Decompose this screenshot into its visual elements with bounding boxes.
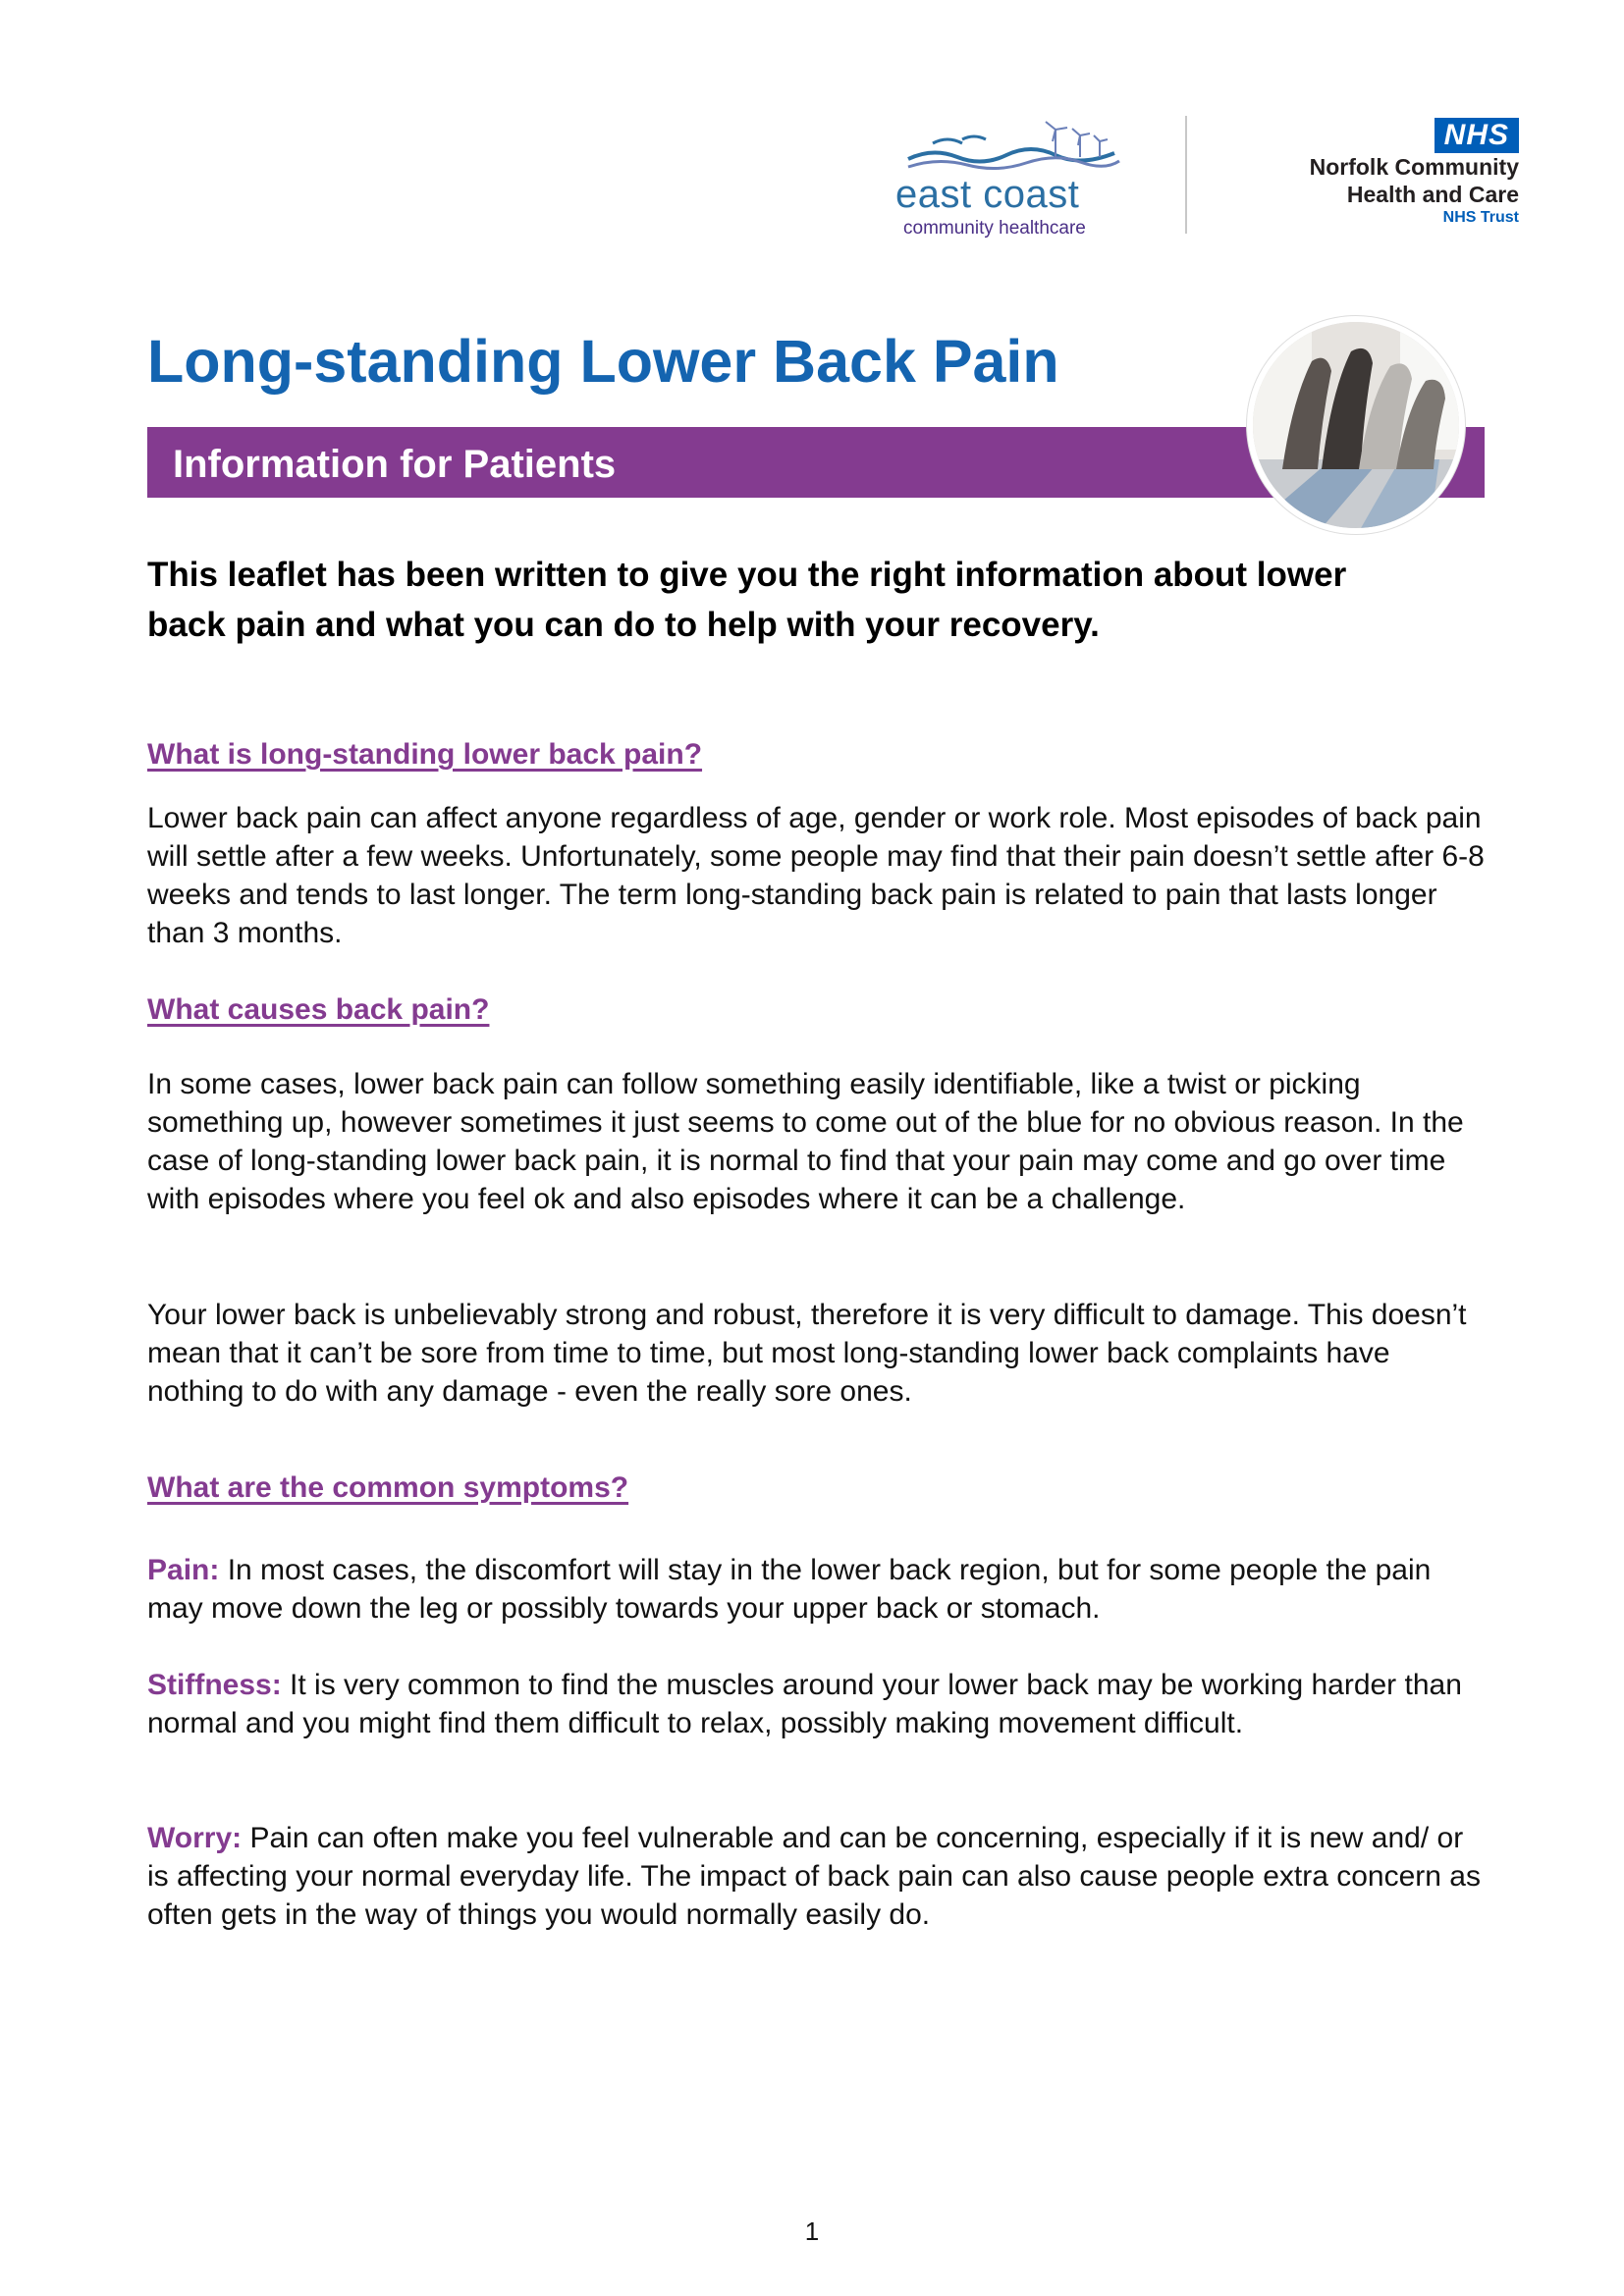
section-heading-what-is: What is long-standing lower back pain? bbox=[147, 738, 703, 771]
symptom-text: Pain can often make you feel vulnerable and can be concerning, especially if it is new and/ or is affecting your normal everyday life. The impact of back pain can also cause people extra concern as often gets in the way of things you would normally easily do. bbox=[147, 1822, 1481, 1931]
nhs-org-name-line1: Norfolk Community bbox=[1309, 154, 1519, 180]
wind-turbine-wave-icon bbox=[903, 118, 1124, 177]
symptom-term: Stiffness: bbox=[147, 1669, 282, 1701]
symptom-text: In most cases, the discomfort will stay in the lower back region, but for some people the pain may move down the leg or possibly towards your upper back or stomach. bbox=[147, 1554, 1432, 1625]
header-logos bbox=[895, 98, 1543, 255]
east-coast-logo bbox=[895, 98, 1121, 245]
symptom-text: It is very common to find the muscles around your lower back may be working harder than normal and you might find them difficult to relax, possibly making movement difficult. bbox=[147, 1669, 1462, 1739]
section-paragraph: Lower back pain can affect anyone regardless of age, gender or work role. Most episodes of back pain will settle after a few weeks. Unfortunately, some people may find that their pain doesn’t settle after 6-8 weeks and tends to last longer. The term long-standing back pain is related to pain that lasts longer than 3 months. bbox=[147, 802, 1485, 949]
nhs-trust-label: NHS Trust bbox=[1442, 209, 1519, 226]
intro-text: This leaflet has been written to give you the right information about lower back pain and what you can do to help with your recovery. bbox=[147, 556, 1347, 644]
section-paragraph: Your lower back is unbelievably strong and robust, therefore it is very difficult to damage. This doesn’t mean that it can’t be sore from time to time, but most long-standing lower back complaints have nothing to do with any damage - even the really sore ones. bbox=[147, 1299, 1467, 1408]
symptom-worry bbox=[147, 1819, 1492, 1934]
nhs-org-name-line2: Health and Care bbox=[1346, 182, 1519, 207]
symptom-stiffness bbox=[147, 1666, 1492, 1742]
symptom-term: Worry: bbox=[147, 1822, 243, 1854]
nhs-badge: NHS bbox=[1435, 118, 1519, 153]
logo-divider bbox=[1185, 116, 1187, 234]
east-coast-name: east coast bbox=[895, 173, 1080, 216]
subtitle-text: Information for Patients bbox=[173, 443, 617, 486]
symptom-pain bbox=[147, 1551, 1492, 1628]
section-heading-symptoms: What are the common symptoms? bbox=[147, 1471, 629, 1504]
east-coast-tagline: community healthcare bbox=[903, 218, 1086, 239]
section-paragraph: In some cases, lower back pain can follow something easily identifiable, like a twist or picking something up, however sometimes it just seems to come out of the blue for no obvious reason. In the case of long-standing lower back pain, it is normal to find that your pain may come and go over time with episodes where you feel ok and also episodes where it can be a challenge. bbox=[147, 1068, 1464, 1215]
yoga-class-photo-icon bbox=[1247, 316, 1465, 534]
section-heading-causes: What causes back pain? bbox=[147, 993, 490, 1026]
page-title: Long-standing Lower Back Pain bbox=[147, 328, 1059, 395]
nhs-logo bbox=[1219, 118, 1519, 245]
symptom-term: Pain: bbox=[147, 1554, 220, 1586]
page-number: 1 bbox=[804, 2216, 820, 2246]
